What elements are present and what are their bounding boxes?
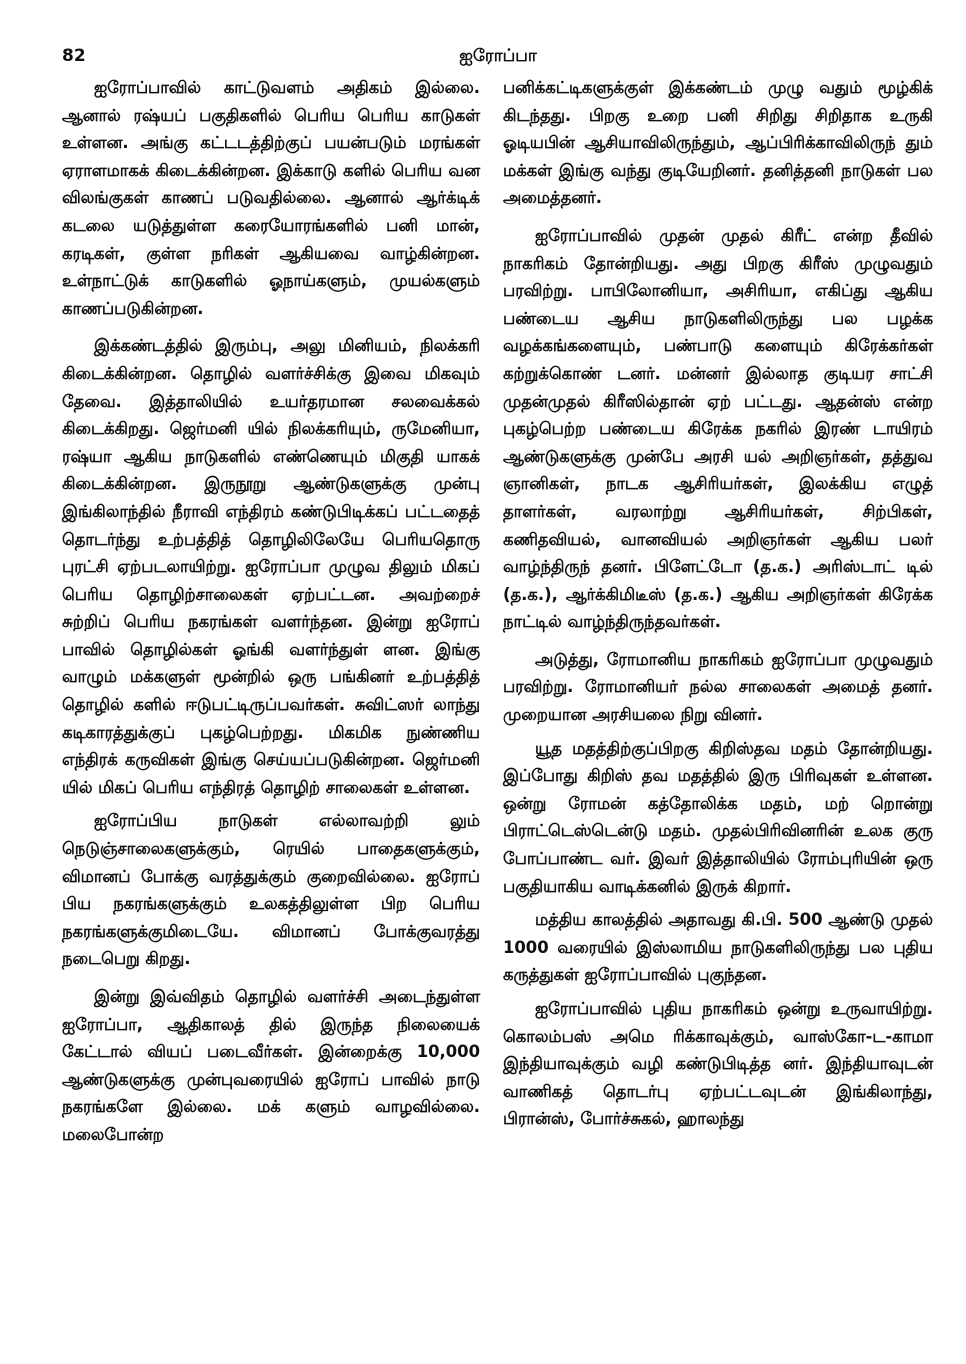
- left-column: [62, 74, 480, 1155]
- paragraph-roman-civilization: அடுத்து, ரோமானிய நாகரிகம் ஐரோப்பா முழுவதும் பரவிற்று. ரோமானியர் நல்ல சாலைகள் அமைத் தனர். முறையான அரசியலை நிறு வினர்.: [503, 649, 933, 725]
- paragraph-ancient-europe: இன்று இவ்விதம் தொழில் வளர்ச்சி அடைந்துள்ள ஐரோப்பா, ஆதிகாலத் தில் இருந்த நிலையைக் கேட்டால் வியப் படைவீர்கள். இன்றைக்கு 10,000 ஆண்டுகளுக்கு முன்புவரையில் ஐரோப் பாவில் நாடு நகரங்களே இல்லை. மக் களும் வாழவில்லை. மலைபோன்ற: [62, 987, 480, 1144]
- paragraph-forests: ஐரோப்பாவில் காட்டுவளம் அதிகம் இல்லை. ஆனால் ரஷ்யப் பகுதிகளில் பெரிய பெரிய காடுகள் உள்ளன. அங்கு கட்டடத்திற்குப் பயன்படும் மரங்கள் ஏராளமாகக் கிடைக்கின்றன. இக்காடு களில் பெரிய வன விலங்குகள் காணப் படுவதில்லை. ஆனால் ஆர்க்டிக் கடலை யடுத்துள்ள கரையோரங்களில் பனி மான், கரடிகள், குள்ள நரிகள் ஆகியவை வாழ்கின்றன. உள்நாட்டுக் காடுகளில் ஓநாய்களும், முயல்களும் காணப்படுகின்றன.: [62, 78, 480, 318]
- paragraph-minerals-industry: இக்கண்டத்தில் இரும்பு, அலு மினியம், நிலக்கரி கிடைக்கின்றன. தொழில் வளர்ச்சிக்கு இவை மிகவும் தேவை. இத்தாலியில் உயர்தரமான சலவைக்கல் கிடைக்கிறது. ஜெர்மனி யில் நிலக்கரியும், ருமேனியா, ரஷ்யா ஆகிய நாடுகளில் எண்ணெயும் மிகுதி யாகக் கிடைக்கின்றன. இருநூறு ஆண்டுகளுக்கு முன்பு இங்கிலாந்தில் நீராவி எந்திரம் கண்டுபிடிக்கப் பட்டதைத் தொடர்ந்து உற்பத்தித் தொழிலிலேயே பெரியதொரு புரட்சி ஏற்படலாயிற்று. ஐரோப்பா முழுவ திலும் மிகப் பெரிய தொழிற்சாலைகள் ஏற்பட்டன. அவற்றைச் சுற்றிப் பெரிய நகரங்கள் வளர்ந்தன. இன்று ஐரோப் பாவில் தொழில்கள் ஓங்கி வளர்ந்துள் ளன. இங்கு வாழும் மக்களுள் மூன்றில் ஒரு பங்கினர் உற்பத்தித் தொழில் களில் ஈடுபட்டிருப்பவர்கள். சுவிட்ஸர் லாந்து கடிகாரத்துக்குப் புகழ்பெற்றது. மிகமிக நுண்ணிய எந்திரக் கருவிகள் இங்கு செய்யப்படுகின்றன. ஜெர்மனி யில் மிகப் பெரிய எந்திரத் தொழிற் சாலைகள் உள்ளன.: [62, 336, 480, 797]
- paragraph-continuation: பனிக்கட்டிகளுக்குள் இக்கண்டம் முழு வதும் மூழ்கிக் கிடந்தது. பிறகு உறை பனி சிறிது சிறிதாக உருகி ஓடியபின் ஆசியாவிலிருந்தும், ஆப்பிரிக்காவிலிருந் தும் மக்கள் இங்கு வந்து குடியேறினர். தனித்தனி நாடுகள் பல அமைத்தனர்.: [503, 78, 933, 208]
- paragraph-transport: ஐரோப்பிய நாடுகள் எல்லாவற்றி லும் நெடுஞ்சாலைகளுக்கும், ரெயில் பாதைகளுக்கும், விமானப் போக்கு வரத்துக்கும் குறைவில்லை. ஐரோப் பிய நகரங்களுக்கும் உலகத்திலுள்ள பிற பெரிய நகரங்களுக்குமிடையே. விமானப் போக்குவரத்து நடைபெறு கிறது.: [62, 811, 480, 969]
- paragraph-greek-civilization: ஐரோப்பாவில் முதன் முதல் கிரீட் என்ற தீவில் நாகரிகம் தோன்றியது. அது பிறகு கிரீஸ் முழுவதும் பரவிற்று. பாபிலோனியா, அசிரியா, எகிப்து ஆகிய பண்டைய ஆசிய நாடுகளிலிருந்து பல பழக்க வழக்கங்களையும், பண்பாடு களையும் கிரேக்கர்கள் கற்றுக்கொண் டனர். மன்னர் இல்லாத குடியர சாட்சி முதன்முதல் கிரீஸில்தான் ஏற் பட்டது. ஆதன்ஸ் என்ற புகழ்பெற்ற பண்டைய கிரேக்க நகரில் இரண் டாயிரம் ஆண்டுகளுக்கு முன்பே அரசி யல் அறிஞர்கள், தத்துவ ஞானிகள், நாடக ஆசிரியர்கள், இலக்கிய எழுத் தாளர்கள், வரலாற்று ஆசிரியர்கள், சிற்பிகள், கணிதவியல், வானவியல் அறிஞர்கள் ஆகிய பலர் வாழ்ந்திருந் தனர். பிளேட்டோ (த.க.) அரிஸ்டாட் டில் (த.க.), ஆர்க்கிமிடீஸ் (த.க.) ஆகிய அறிஞர்கள் கிரேக்க நாட்டில் வாழ்ந்திருந்தவர்கள்.: [503, 225, 933, 632]
- paragraph-middle-ages: மத்திய காலத்தில் அதாவது கி.பி. 500 ஆண்டு முதல் 1000 வரையில் இஸ்லாமிய நாடுகளிலிருந்து பல புதிய கருத்துகள் ஐரோப்பாவில் புகுந்தன.: [503, 910, 933, 985]
- page-number: 82: [62, 46, 86, 66]
- page-title: ஐரோப்பா: [459, 46, 537, 66]
- paragraph-christianity: யூத மதத்திற்குப்பிறகு கிறிஸ்தவ மதம் தோன்றியது. இப்போது கிறிஸ் தவ மதத்தில் இரு பிரிவுகள் உள்ளன. ஒன்று ரோமன் கத்தோலிக்க மதம், மற் றொன்று பிராட்டெஸ்டென்டு மதம். முதல்பிரிவினரின் உலக குரு போப்பாண்ட வர். இவர் இத்தாலியில் ரோம்புரியின் ஒரு பகுதியாகிய வாடிக்கனில் இருக் கிறார்.: [503, 738, 933, 896]
- page-header: [62, 46, 934, 70]
- paragraph-new-civilization: ஐரோப்பாவில் புதிய நாகரிகம் ஒன்று உருவாயிற்று. கொலம்பஸ் அமெ ரிக்காவுக்கும், வாஸ்கோ-ட-காமா இந்தியாவுக்கும் வழி கண்டுபிடித்த னர். இந்தியாவுடன் வாணிகத் தொடர்பு ஏற்பட்டவுடன் இங்கிலாந்து, பிரான்ஸ், போர்ச்சுகல், ஹாலந்து: [503, 999, 933, 1129]
- right-column: [503, 74, 933, 1139]
